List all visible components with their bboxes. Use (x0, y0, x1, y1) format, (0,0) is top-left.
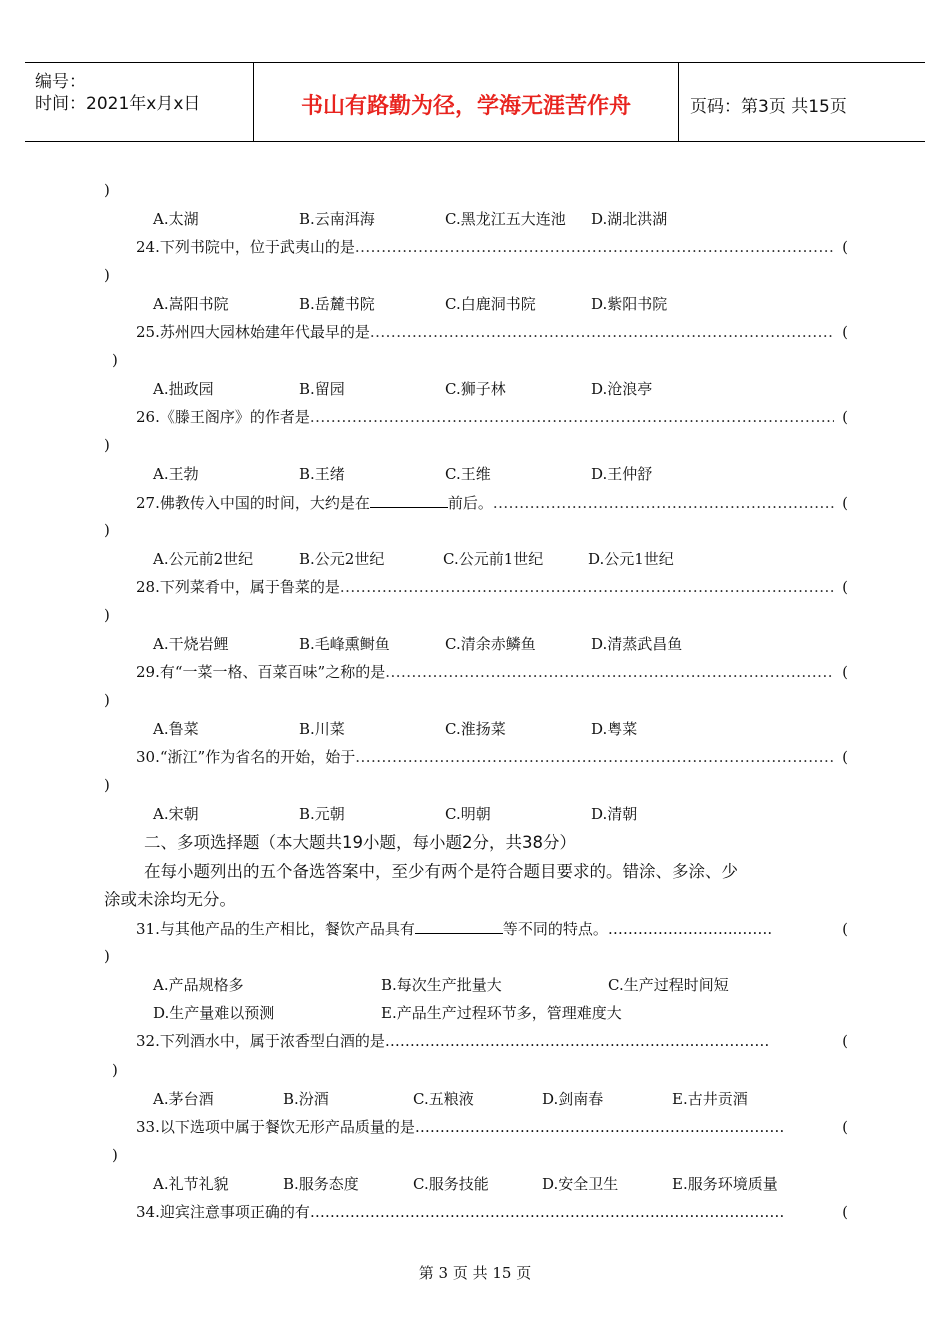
header-motto-cell (253, 63, 679, 141)
leader-dots (370, 322, 834, 342)
question-text: 33.以下选项中属于餐饮无形产品质量的是 (136, 1118, 415, 1136)
option: A.产品规格多 (153, 976, 244, 994)
question-text: 32.下列酒水中，属于浓香型白酒的是 (136, 1032, 385, 1050)
open-paren: ( (842, 578, 848, 596)
close-paren: ) (112, 1146, 118, 1164)
question-text: 27.佛教传入中国的时间，大约是在 (136, 494, 370, 512)
option: C.清余赤鳞鱼 (445, 635, 536, 653)
option: C.公元前1世纪 (443, 550, 544, 568)
option: D.公元1世纪 (588, 550, 674, 568)
question-text-tail: 前后。 (447, 494, 493, 512)
question-text: 28.下列菜肴中，属于鲁菜的是 (136, 578, 340, 596)
option: D.安全卫生 (542, 1175, 619, 1193)
question-text: 31.与其他产品的生产相比，餐饮产品具有 (136, 920, 415, 938)
section-instructions-cont: 涂或未涂均无分。 (104, 890, 236, 909)
open-paren: ( (842, 494, 848, 512)
question-text: 29.有“一菜一格、百菜百味”之称的是 (136, 663, 386, 681)
leader-dots (355, 747, 834, 767)
option: C.服务技能 (413, 1175, 489, 1193)
option: A.礼节礼貌 (153, 1175, 229, 1193)
question-24 (136, 237, 848, 257)
option: B.服务态度 (283, 1175, 359, 1193)
close-paren: ) (112, 351, 118, 369)
option: B.公元2世纪 (299, 550, 385, 568)
option: B.毛峰熏鲥鱼 (299, 635, 390, 653)
option: C.狮子林 (445, 380, 506, 398)
leader-dots: ……………………………………………………..…………… (384, 1032, 770, 1050)
option: A.宋朝 (153, 805, 199, 823)
question-25 (136, 322, 848, 342)
option: C.黑龙江五大连池 (445, 210, 566, 228)
leader-dots (493, 493, 834, 513)
option: E.古井贡酒 (672, 1090, 748, 1108)
option: D.粤菜 (591, 720, 638, 738)
question-26 (136, 407, 848, 427)
option: C.明朝 (445, 805, 491, 823)
close-paren: ) (104, 606, 110, 624)
answer-blank (415, 918, 503, 934)
close-paren: ) (104, 181, 110, 199)
option: B.王绪 (299, 465, 345, 483)
option: D.湖北洪湖 (591, 210, 668, 228)
question-text-tail: 等不同的特点。 (502, 920, 608, 938)
question-text: 30.“浙江”作为省名的开始，始于 (136, 748, 356, 766)
option: B.汾酒 (283, 1090, 329, 1108)
open-paren: ( (842, 238, 848, 256)
section-instructions: 在每小题列出的五个备选答案中，至少有两个是符合题目要求的。错涂、多涂、少 (144, 862, 738, 881)
question-34 (136, 1202, 848, 1222)
option: D.紫阳书院 (591, 295, 668, 313)
leader-dots: ……………………………………………………………..…………………… (309, 1203, 785, 1221)
question-text: 24.下列书院中，位于武夷山的是 (136, 238, 355, 256)
option: A.茅台酒 (153, 1090, 214, 1108)
open-paren: ( (842, 323, 848, 341)
question-text: 34.迎宾注意事项正确的有 (136, 1203, 310, 1221)
close-paren: ) (112, 1061, 118, 1079)
section-title: 二、多项选择题（本大题共19小题，每小题2分，共38分） (144, 833, 576, 852)
option: C.生产过程时间短 (608, 976, 729, 994)
option: A.干烧岩鲤 (153, 635, 229, 653)
question-28 (136, 577, 848, 597)
time-label: 时间：2021年x月x日 (35, 94, 201, 114)
option: A.公元前2世纪 (153, 550, 254, 568)
question-text: 25.苏州四大园林始建年代最早的是 (136, 323, 370, 341)
option: B.川菜 (299, 720, 345, 738)
open-paren: ( (842, 1118, 848, 1136)
option: A.嵩阳书院 (153, 295, 229, 313)
option: B.每次生产批量大 (381, 976, 502, 994)
option: A.鲁菜 (153, 720, 199, 738)
close-paren: ) (104, 691, 110, 709)
close-paren: ) (104, 947, 110, 965)
option: B.留园 (299, 380, 345, 398)
close-paren: ) (104, 266, 110, 284)
option: D.清朝 (591, 805, 638, 823)
option: D.生产量难以预测 (153, 1004, 275, 1022)
option: B.元朝 (299, 805, 345, 823)
close-paren: ) (104, 521, 110, 539)
open-paren: ( (842, 920, 848, 938)
option: B.云南洱海 (299, 210, 375, 228)
option: A.拙政园 (153, 380, 214, 398)
open-paren: ( (842, 408, 848, 426)
code-label: 编号： (35, 72, 86, 92)
option: E.服务环境质量 (672, 1175, 778, 1193)
option: E.产品生产过程环节多，管理难度大 (381, 1004, 622, 1022)
option: A.王勃 (153, 465, 199, 483)
question-30 (136, 747, 848, 767)
option: A.太湖 (153, 210, 199, 228)
leader-dots: …………………………………………………..…………… (414, 1118, 785, 1136)
option: D.清蒸武昌鱼 (591, 635, 683, 653)
option: C.王维 (445, 465, 491, 483)
open-paren: ( (842, 748, 848, 766)
close-paren: ) (104, 436, 110, 454)
page-indicator: 页码：第3页 共15页 (690, 97, 847, 117)
leader-dots (340, 577, 834, 597)
answer-blank (370, 492, 448, 508)
option: C.五粮液 (413, 1090, 474, 1108)
leader-dots (385, 662, 834, 682)
option: D.剑南春 (542, 1090, 604, 1108)
question-33 (136, 1117, 848, 1137)
question-text: 26.《滕王阁序》的作者是 (136, 408, 310, 426)
option: B.岳麓书院 (299, 295, 375, 313)
header-meta-cell (25, 63, 253, 141)
open-paren: ( (842, 663, 848, 681)
motto: 书山有路勤为径，学海无涯苦作舟 (300, 94, 631, 119)
open-paren: ( (842, 1032, 848, 1050)
question-29 (136, 662, 848, 682)
leader-dots (310, 407, 834, 427)
header-page-cell (677, 63, 925, 141)
option: C.白鹿洞书院 (445, 295, 536, 313)
question-32 (136, 1031, 848, 1051)
leader-dots (355, 237, 834, 257)
option: C.淮扬菜 (445, 720, 506, 738)
option: D.沧浪亭 (591, 380, 653, 398)
option: D.王仲舒 (591, 465, 653, 483)
question-31 (136, 918, 848, 939)
page-footer: 第 3 页 共 15 页 (418, 1264, 532, 1282)
question-27 (136, 492, 848, 513)
leader-dots: ……………………..……. (607, 920, 773, 938)
open-paren: ( (842, 1203, 848, 1221)
page-header (25, 62, 925, 142)
close-paren: ) (104, 776, 110, 794)
